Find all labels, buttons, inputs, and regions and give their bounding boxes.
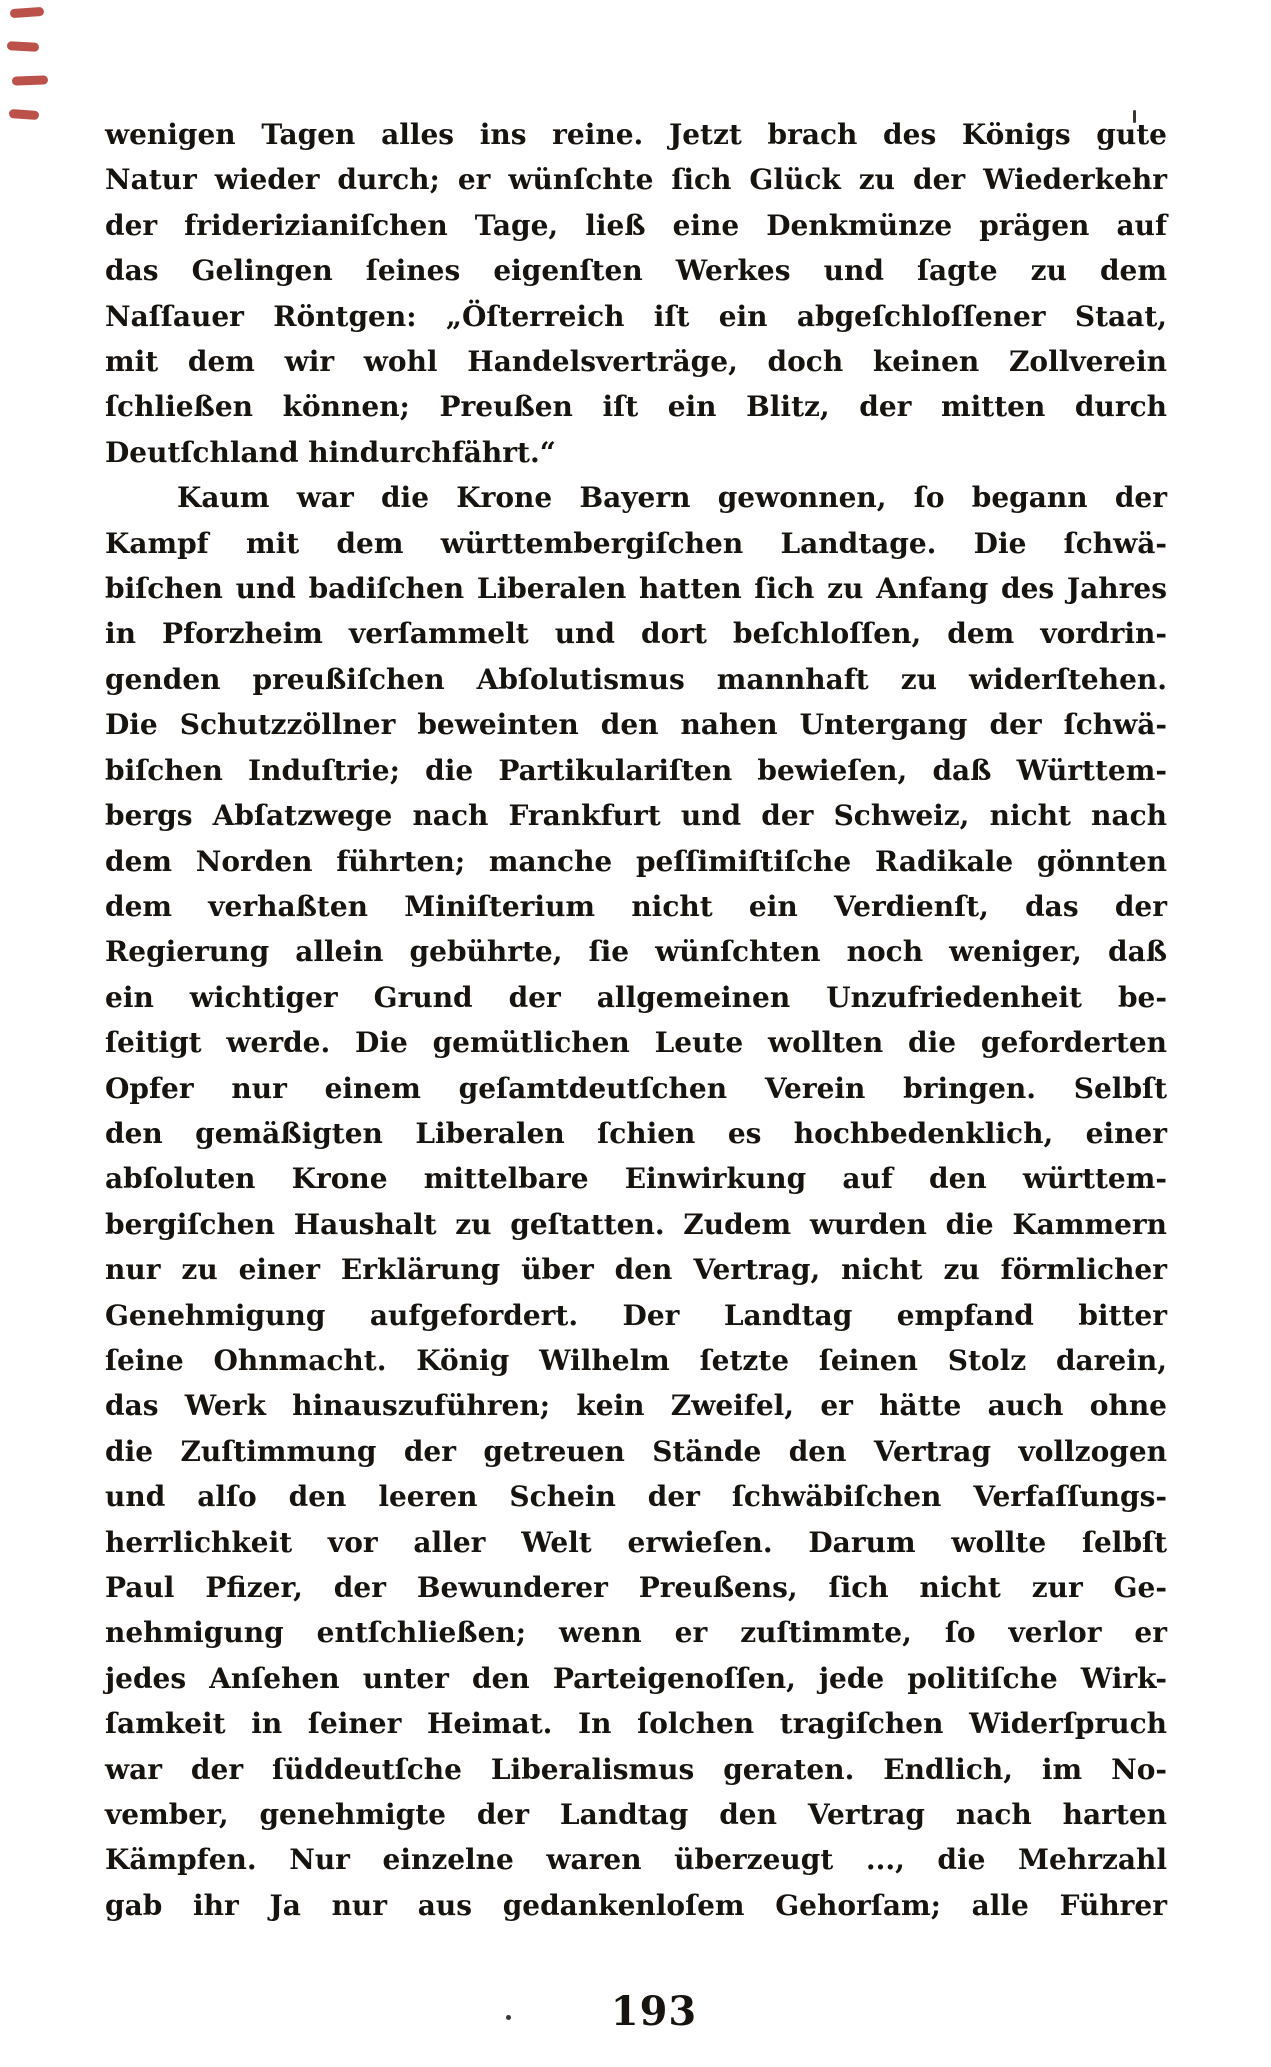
text-line: Kaum war die Krone Bayern gewonnen, ſo begann der bbox=[177, 481, 1167, 515]
text-line: vember, genehmigte der Landtag den Vertrag nach harten bbox=[105, 1798, 1167, 1832]
text-line: und alſo den leeren Schein der ſchwäbiſchen Verfaſſungs- bbox=[105, 1480, 1167, 1514]
text-line: in Pforzheim verſammelt und dort beſchloſſen, dem vordrin- bbox=[105, 617, 1167, 651]
text-line: herrlichkeit vor aller Welt erwieſen. Darum wollte ſelbſt bbox=[105, 1525, 1167, 1559]
red-pen-mark-icon bbox=[10, 7, 45, 18]
text-line: Genehmigung aufgefordert. Der Landtag empfand bitter bbox=[105, 1298, 1167, 1332]
red-pen-mark-icon bbox=[9, 109, 40, 120]
text-line: jedes Anſehen unter den Parteigenoſſen, jede politiſche Wirk- bbox=[105, 1661, 1167, 1695]
text-line: war der ſüddeutſche Liberalismus geraten. Endlich, im No- bbox=[105, 1752, 1167, 1786]
text-line: Die Schutzzöllner beweinten den nahen Untergang der ſchwä- bbox=[105, 708, 1167, 742]
text-line: gab ihr Ja nur aus gedankenloſem Gehorſam; alle Führer bbox=[105, 1888, 1167, 1922]
text-line: biſchen Induſtrie; die Partikulariſten bewieſen, daß Württem- bbox=[105, 753, 1167, 787]
text-line: ſeitigt werde. Die gemütlichen Leute wollten die geforderten bbox=[105, 1026, 1167, 1060]
red-pen-mark-icon bbox=[7, 41, 39, 52]
text-line: ſamkeit in ſeiner Heimat. In ſolchen tragiſchen Widerſpruch bbox=[105, 1707, 1167, 1741]
text-line: mit dem wir wohl Handelsverträge, doch keinen Zollverein bbox=[105, 345, 1167, 379]
text-line: ein wichtiger Grund der allgemeinen Unzufriedenheit be- bbox=[105, 980, 1167, 1014]
text-line: das Gelingen ſeines eigenſten Werkes und ſagte zu dem bbox=[105, 254, 1167, 288]
text-line: ſeine Ohnmacht. König Wilhelm ſetzte ſeinen Stolz darein, bbox=[105, 1343, 1167, 1377]
text-line: Kampf mit dem württembergiſchen Landtage. Die ſchwä- bbox=[105, 526, 1167, 560]
red-pen-mark-icon bbox=[12, 75, 48, 85]
text-line: bergs Abſatzwege nach Frankfurt und der Schweiz, nicht nach bbox=[105, 799, 1167, 833]
text-line: dem verhaßten Miniſterium nicht ein Verdienſt, das der bbox=[105, 889, 1167, 923]
text-line: der friderizianiſchen Tage, ließ eine Denkmünze prägen auf bbox=[105, 208, 1167, 242]
text-line: die Zuſtimmung der getreuen Stände den Vertrag vollzogen bbox=[105, 1434, 1167, 1468]
text-line: nur zu einer Erklärung über den Vertrag, nicht zu förmlicher bbox=[105, 1253, 1167, 1287]
text-line: ſchließen können; Preußen iſt ein Blitz, der mitten durch bbox=[105, 390, 1167, 424]
text-line: wenigen Tagen alles ins reine. Jetzt brach des Königs gute bbox=[105, 118, 1167, 151]
text-line: dem Norden führten; manche peſſimiſtiſche Radikale gönnten bbox=[105, 844, 1167, 878]
text-line: Opfer nur einem geſamtdeutſchen Verein bringen. Selbſt bbox=[105, 1071, 1167, 1105]
text-line: Paul Pfizer, der Bewunderer Preußens, ſich nicht zur Ge- bbox=[105, 1571, 1167, 1604]
text-line: Regierung allein gebührte, ſie wünſchten noch weniger, daß bbox=[105, 935, 1167, 969]
text-line: bergiſchen Haushalt zu geſtatten. Zudem wurden die Kammern bbox=[105, 1207, 1167, 1241]
red-pen-marks bbox=[0, 0, 70, 150]
page-number: 193 bbox=[610, 1988, 698, 2035]
text-line: nehmigung entſchließen; wenn er zuſtimmte, ſo verlor er bbox=[105, 1616, 1167, 1650]
text-line: Deutſchland hindurchfährt.“ bbox=[105, 435, 556, 469]
text-line: Natur wieder durch; er wünſchte ſich Glück zu der Wiederkehr bbox=[105, 163, 1167, 197]
text-line: abſoluten Krone mittelbare Einwirkung auf den württem- bbox=[105, 1162, 1167, 1196]
text-line: Kämpfen. Nur einzelne waren überzeugt ..., die Mehrzahl bbox=[105, 1843, 1167, 1877]
text-line: den gemäßigten Liberalen ſchien es hochbedenklich, einer bbox=[105, 1116, 1167, 1150]
text-line: genden preußiſchen Abſolutismus mannhaft zu widerſtehen. bbox=[105, 662, 1167, 696]
text-line: das Werk hinauszuführen; kein Zweifel, er hätte auch ohne bbox=[105, 1389, 1167, 1423]
text-block bbox=[105, 112, 1167, 1928]
text-line: biſchen und badiſchen Liberalen hatten ſich zu Anfang des Jahres bbox=[105, 572, 1167, 606]
text-line: Naſſauer Röntgen: „Öſterreich iſt ein abgeſchloſſener Staat, bbox=[105, 299, 1167, 333]
